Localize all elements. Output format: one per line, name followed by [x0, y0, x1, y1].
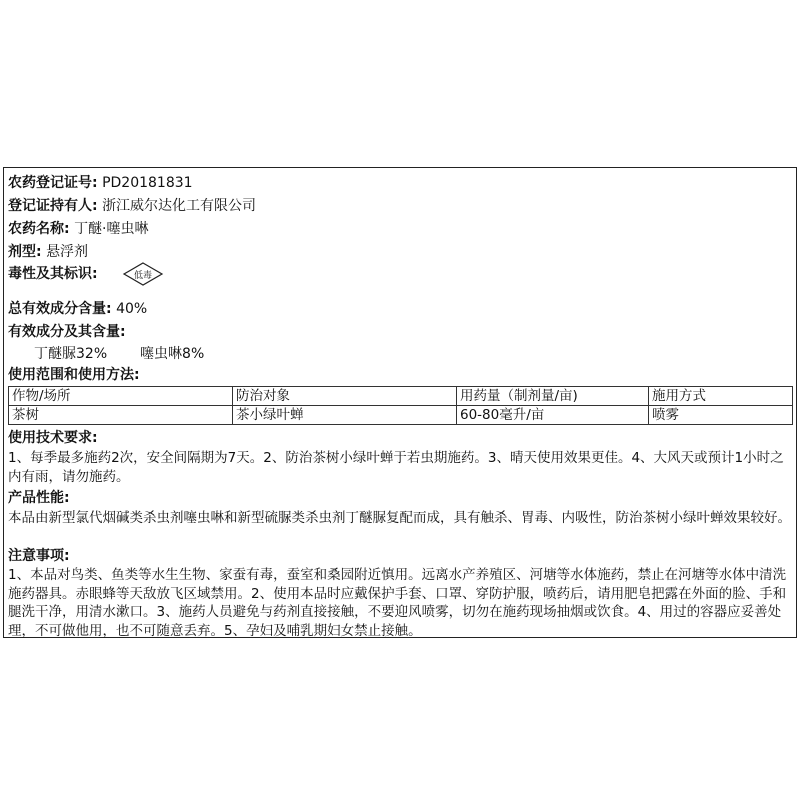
cell-method: 喷雾	[649, 406, 793, 425]
cell-dosage: 60-80毫升/亩	[457, 406, 649, 425]
pesticide-name-label: 农药名称:	[8, 221, 70, 237]
notes-label: 注意事项:	[8, 548, 70, 564]
tech-heading-row	[8, 429, 98, 448]
holder-row	[8, 197, 256, 216]
ingredient-1: 丁醚脲32%	[34, 346, 108, 362]
ingredient-2: 噻虫啉8%	[140, 346, 205, 362]
ingredients-label: 有效成分及其含量:	[8, 324, 126, 340]
usage-table	[8, 386, 793, 425]
holder-value: 浙江威尔达化工有限公司	[102, 198, 257, 214]
total-content-value: 40%	[116, 301, 148, 317]
cell-crop: 茶树	[9, 406, 233, 425]
usage-label: 使用范围和使用方法:	[8, 367, 140, 383]
header-target: 防治对象	[233, 387, 457, 406]
header-dosage: 用药量（制剂量/亩)	[457, 387, 649, 406]
seal-text: 低毒	[133, 271, 153, 281]
pesticide-name-value: 丁醚·噻虫啉	[74, 221, 149, 237]
registration-value: PD20181831	[102, 175, 193, 191]
low-toxicity-seal-icon	[122, 261, 164, 287]
usage-heading-row	[8, 366, 140, 385]
tech-label: 使用技术要求:	[8, 430, 98, 446]
header-method: 施用方式	[649, 387, 793, 406]
formulation-label: 剂型:	[8, 244, 42, 260]
usage-table-header	[9, 387, 793, 406]
header-crop: 作物/场所	[9, 387, 233, 406]
toxicity-label: 毒性及其标识:	[8, 266, 98, 282]
registration-row	[8, 174, 193, 193]
notes-heading-row	[8, 547, 70, 566]
ingredients-row	[8, 323, 126, 342]
performance-heading-row	[8, 489, 70, 508]
performance-label: 产品性能:	[8, 490, 70, 506]
formulation-value: 悬浮剂	[46, 244, 89, 260]
ingredients-values	[34, 345, 204, 364]
label-document	[3, 167, 797, 638]
notes-text: 1、本品对鸟类、鱼类等水生生物、家蚕有毒，蚕室和桑园附近慎用。远离水产养殖区、河塘等水体施药，禁止在河塘等水体中清洗施药器具。赤眼蜂等天敌放飞区域禁用。2、使用本品时应戴保护手套、口罩、穿防护服，喷药后，请用肥皂把露在外面的脸、手和腿洗干净，用清水漱口。3、施药人员避免与药剂直接接触，不要迎风喷雾，切勿在施药现场抽烟或饮食。4、用过的容器应妥善处理，不可做他用，也不可随意丢弃。5、孕妇及哺乳期妇女禁止接触。	[8, 567, 787, 639]
performance-text: 本品由新型氯代烟碱类杀虫剂噻虫啉和新型硫脲类杀虫剂丁醚脲复配而成，具有触杀、胃毒、内吸性，防治茶树小绿叶蝉效果较好。	[8, 510, 791, 526]
holder-label: 登记证持有人:	[8, 198, 98, 214]
cell-target: 茶小绿叶蝉	[233, 406, 457, 425]
total-content-label: 总有效成分含量:	[8, 301, 112, 317]
registration-label: 农药登记证号:	[8, 175, 98, 191]
formulation-row	[8, 243, 88, 262]
pesticide-name-row	[8, 220, 149, 239]
table-row	[9, 406, 793, 425]
total-content-row	[8, 300, 147, 319]
tech-text: 1、每季最多施药2次，安全间隔期为7天。2、防治茶树小绿叶蝉于若虫期施药。3、晴天使用效果更佳。4、大风天或预计1小时之内有雨，请勿施药。	[8, 450, 784, 485]
toxicity-row	[8, 265, 98, 284]
